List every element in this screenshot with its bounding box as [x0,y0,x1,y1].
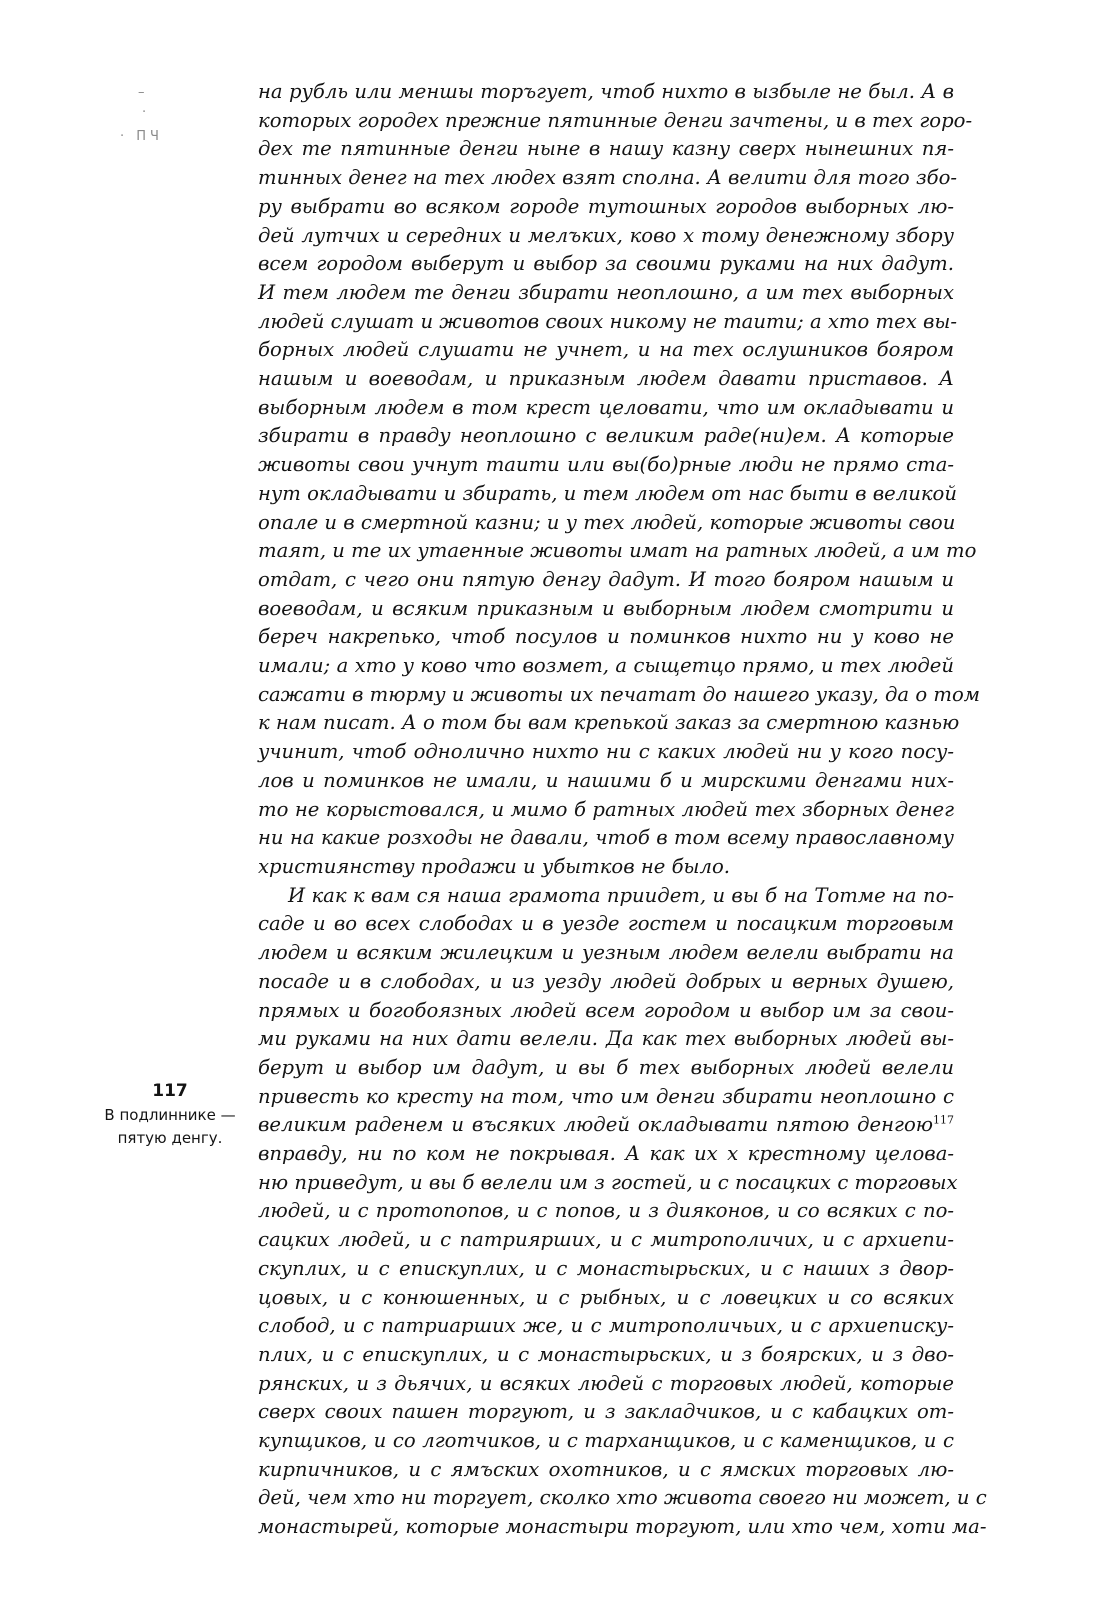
text-line: рянских, и з дьячих, и всяких людей с торговых людей, которые [258,1371,954,1395]
margin-mark: · ПЧ [120,129,163,144]
text-line: сверх своих пашен торгуют, и з закладчиков, и с кабацких от- [258,1400,954,1424]
text-line: к нам писат. А о том бы вам крепькой заказ за смертною казнью [258,711,960,735]
text-line: И тем людем те денги збирати неоплошно, а им тех выборных [258,280,954,304]
text-line: людей, и с протопопов, и с попов, и з дияконов, и со всяких с по- [258,1199,954,1223]
margin-mark: – [138,85,145,100]
text-line: сажати в тюрму и животы их печатат до нашего указу, да о том [258,682,980,706]
text-segment: великим раденем и въсяких людей окладывати пятою денгою [258,1113,933,1137]
text-line: которых городех прежние пятинные денги зачтены, и в тех горо- [258,108,973,132]
text-line: воеводам, и всяким приказным и выборным людем смотрити и [258,596,954,620]
text-line: слобод, и с патриарших же, и с митрополичьих, и с архиеписку- [258,1314,954,1338]
text-line: отдат, с чего они пятую денгу дадут. И того бояром нашым и [258,567,954,591]
footnote-text: В подлиннике — [104,1106,236,1124]
paragraph-2 [258,882,987,1542]
text-line: имали; а хто у ково что возмет, а сыщетцо прямо, и тех людей [258,654,954,678]
text-line: людей слушат и животов своих никому не таити; а хто тех вы- [258,309,957,333]
text-line: тинных денег на тех людех взят сполна. А велити для того збо- [258,166,958,190]
text-line: плих, и с епискуплих, и с монастырьских, и з боярских, и з дво- [258,1342,954,1366]
text-line: И как к вам ся наша грамота приидет, и вы б на Тотме на по- [288,883,954,907]
text-line: християнству продажи и убытков не было. [258,854,730,878]
text-line: монастырей, которые монастыри торгуют, или хто чем, хоти ма- [258,1515,987,1539]
text-line: цовых, и с конюшенных, и с рыбных, и с ловецких и со всяких [258,1285,954,1309]
text-line: сацких людей, и с патриярших, и с митрополичих, и с архиепи- [258,1228,954,1252]
footnote-reference[interactable]: 117 [933,1113,954,1127]
text-line: кирпичников, и с ямъских охотников, и с ямских торговых лю- [258,1457,954,1481]
text-line-with-footnote [258,1111,954,1140]
text-line: учинит, чтоб однолично нихто ни с каких людей ни у кого посу- [258,740,954,764]
paragraph-1 [258,78,980,882]
text-line: опале и в смертной казни; и у тех людей, которые животы свои [258,510,956,534]
text-line: купщиков, и со лготчиков, и с тарханщиков, и с каменщиков, и с [258,1429,954,1453]
text-line: привесть ко кресту на том, что им денги збирати неоплошно с [258,1084,954,1108]
text-line: таят, и те их утаенные животы имат на ратных людей, а им то [258,539,977,563]
text-line: ру выбрати во всяком городе тутошных городов выборных лю- [258,194,954,218]
text-line: вправду, ни по ком не покрывая. А как их х крестному целова- [258,1142,954,1166]
text-line: посаде и в слободах, и из уезду людей добрых и верных душею, [258,969,954,993]
footnote-number: 117 [152,1081,188,1101]
text-line: берут и выбор им дадут, и вы б тех выборных людей велели [258,1055,954,1079]
margin-mark: · [142,105,147,120]
text-line: то не корыстовался, и мимо б ратных людей тех зборных денег [258,797,954,821]
main-text [258,78,987,1542]
text-line: дей лутчих и середних и мелъких, ково х тому денежному збору [258,223,954,247]
text-line: береч накрепько, чтоб посулов и поминков нихто ни у ково не [258,625,954,649]
text-line: прямых и богобоязных людей всем городом и выбор им за свои- [258,998,954,1022]
text-line: ми руками на них дати велели. Да как тех выборных людей вы- [258,1027,954,1051]
text-line: животы свои учнут таити или вы(бо)рные люди не прямо ста- [258,453,954,477]
text-line: нут окладывати и збирать, и тем людем от нас быти в великой [258,481,957,505]
text-line: ни на какие розходы не давали, чтоб в том всему православному [258,826,954,850]
text-line: дех те пятинные денги ныне в нашу казну сверх нынешних пя- [258,137,954,161]
text-line: збирати в правду неоплошно с великим раде(ни)ем. А которые [258,424,954,448]
text-line: ню приведут, и вы б велели им з гостей, и с посацких с торговых [258,1170,958,1194]
text-line: саде и во всех слободах и в уезде гостем и посацким торговым [258,912,954,936]
text-line: всем городом выберут и выбор за своими руками на них дадут. [258,252,954,276]
margin-marks [110,82,200,162]
margin-footnote [100,1078,240,1150]
text-line: скуплих, и с епискуплих, и с монастырьских, и с наших з двор- [258,1256,954,1280]
text-line: людем и всяким жилецким и уезным людем велели выбрати на [258,941,954,965]
text-line: на рубль или меншы торъгует, чтоб нихто в ызбыле не был. А в [258,80,954,103]
text-line: выборным людем в том крест целовати, что им окладывати и [258,395,954,419]
text-line: нашым и воеводам, и приказным людем давати приставов. А [258,367,954,391]
text-line: борных людей слушати не учнет, и на тех ослушников бояром [258,338,954,362]
text-line: лов и поминков не имали, и нашими б и мирскими денгами них- [258,768,954,792]
footnote-text: пятую денгу. [117,1129,223,1147]
text-line: дей, чем хто ни торгует, сколко хто живота своего ни может, и с [258,1486,987,1510]
